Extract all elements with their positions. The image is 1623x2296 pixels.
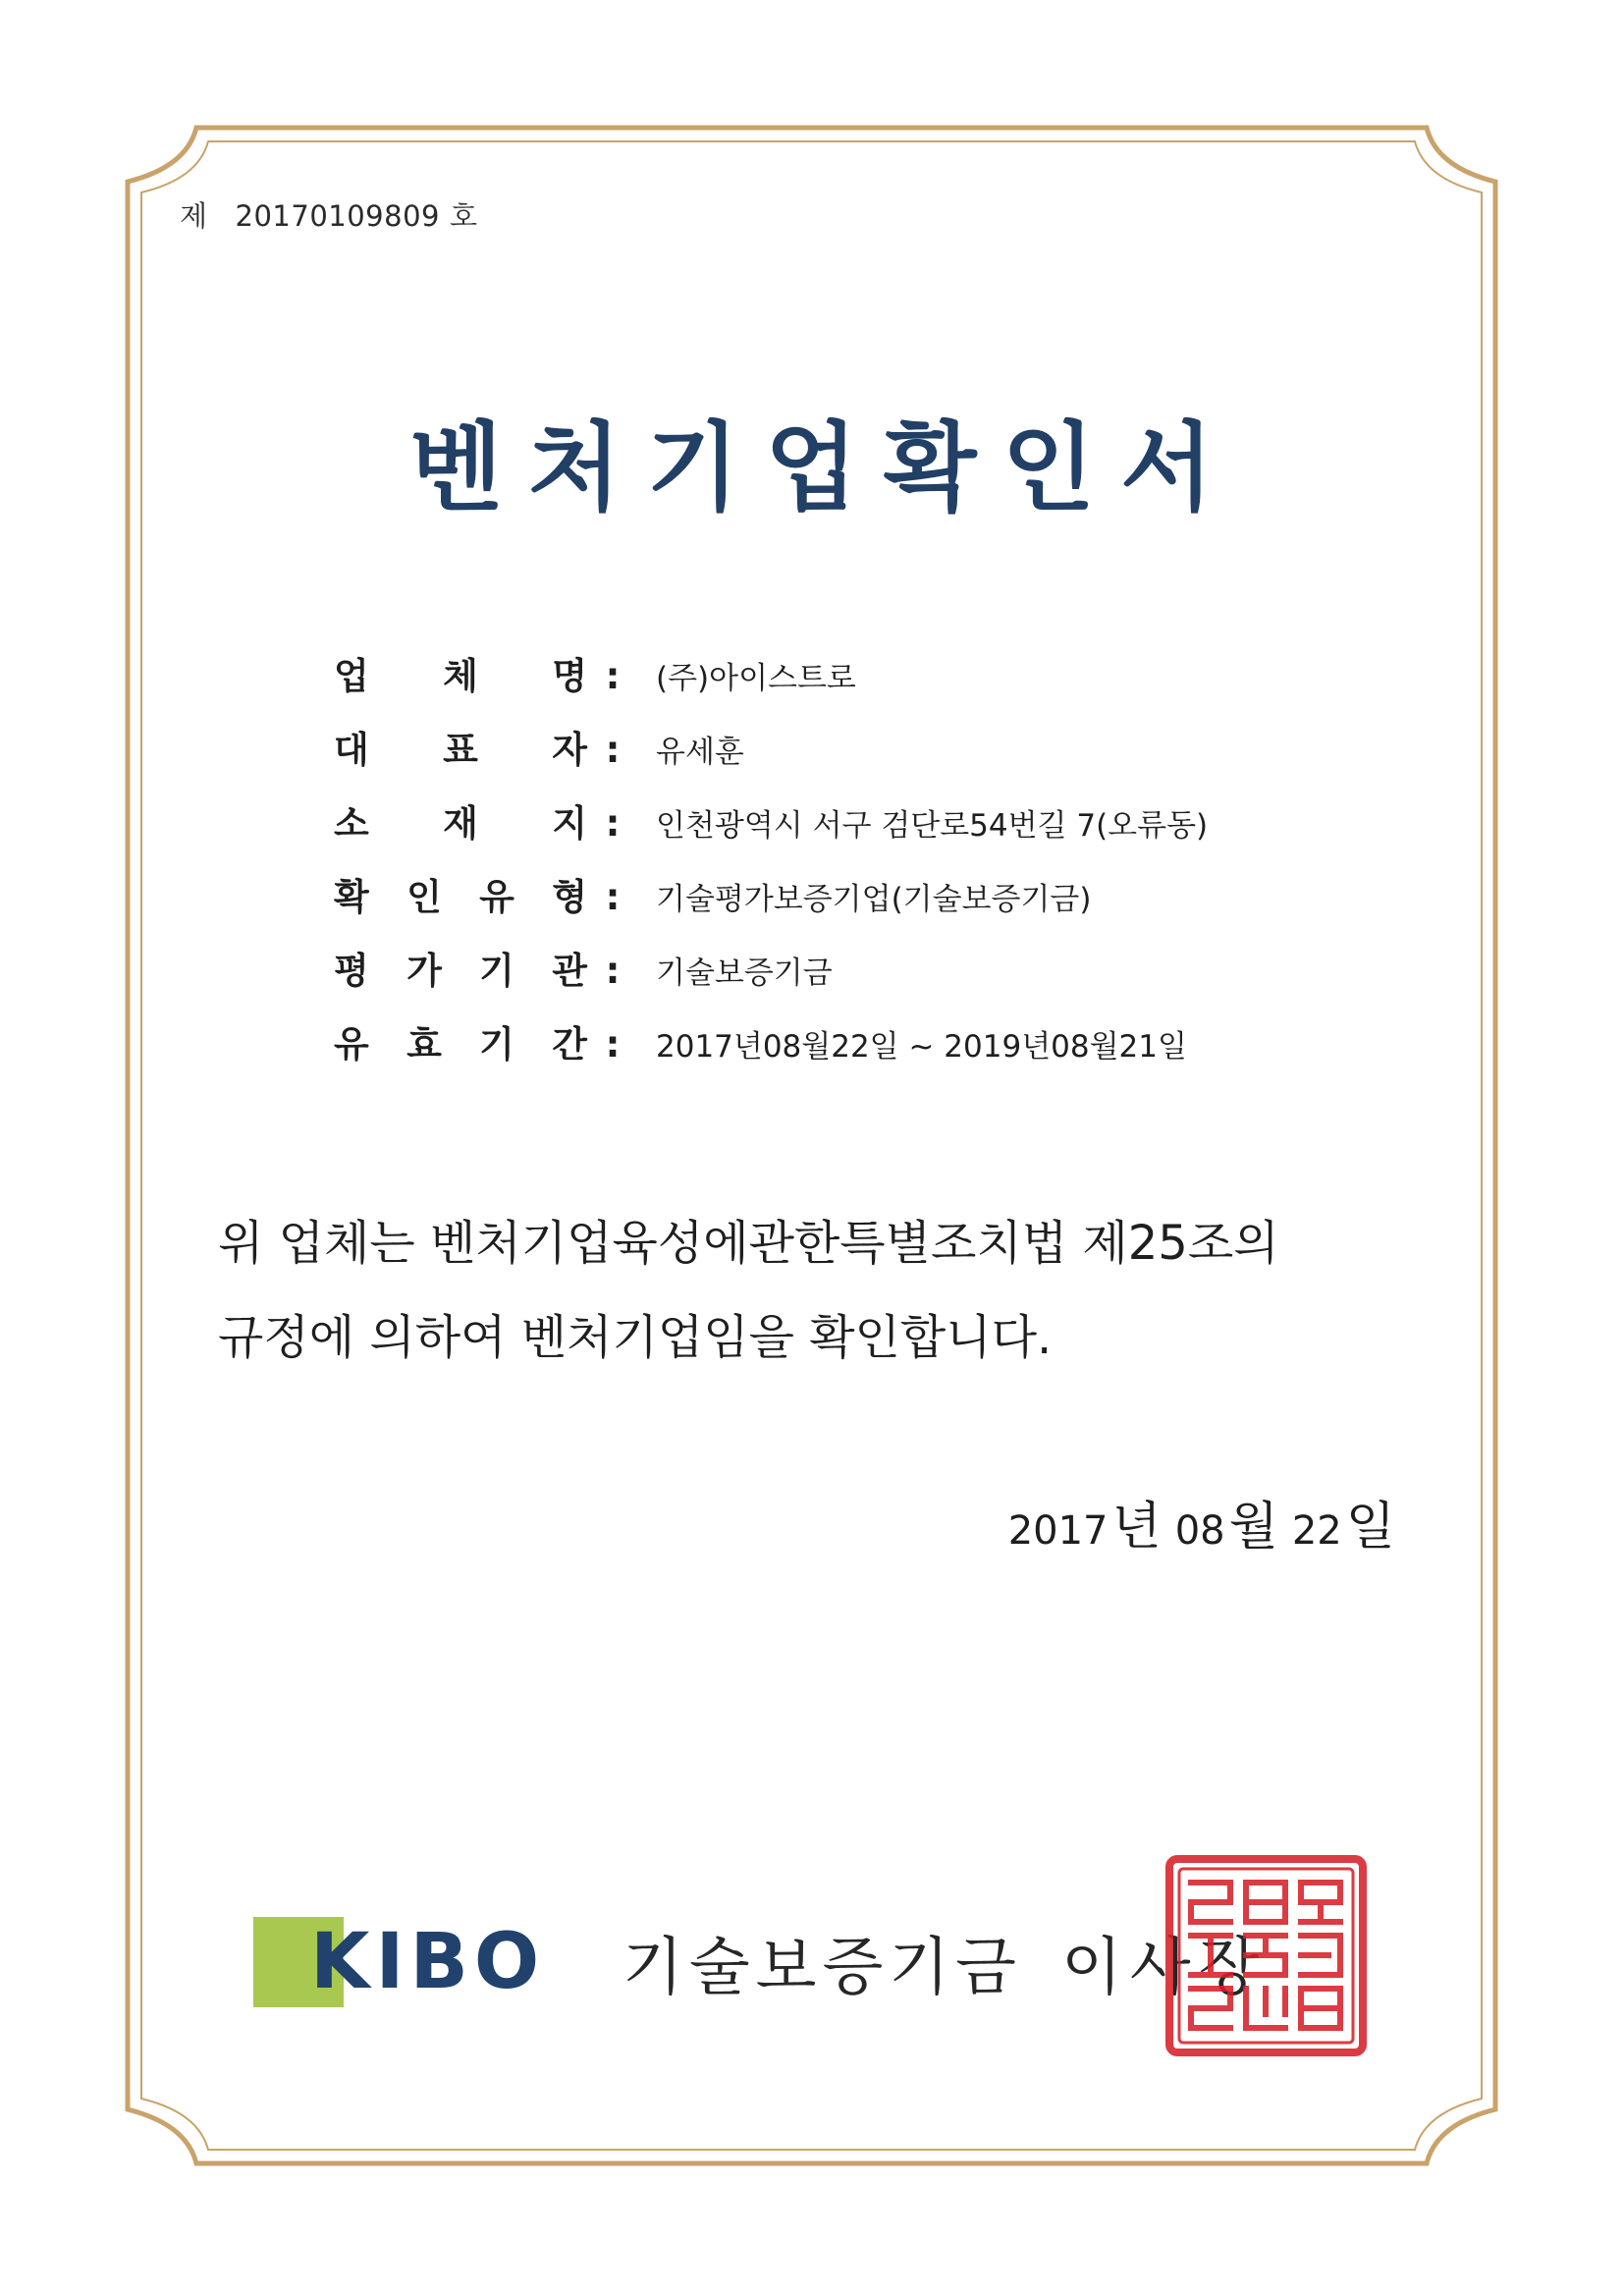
certificate-number-prefix: 제 bbox=[180, 199, 208, 233]
issue-year-unit: 년 bbox=[1111, 1498, 1162, 1557]
info-label bbox=[334, 793, 587, 847]
info-label bbox=[334, 720, 587, 773]
official-seal-icon bbox=[1162, 1851, 1371, 2060]
info-label-char: 기 bbox=[479, 1023, 514, 1066]
info-colon: : bbox=[605, 655, 621, 697]
info-label-char: 기 bbox=[479, 950, 514, 992]
issue-day: 22 bbox=[1291, 1508, 1342, 1554]
info-colon: : bbox=[605, 802, 621, 845]
info-label-char: 가 bbox=[406, 950, 442, 992]
info-label-char: 재 bbox=[443, 802, 478, 845]
info-value: 유세훈 bbox=[656, 735, 744, 770]
info-label bbox=[334, 941, 587, 994]
issuer-block bbox=[253, 1917, 1267, 2007]
info-value: (주)아이스트로 bbox=[656, 661, 856, 696]
info-row bbox=[334, 941, 1316, 1014]
info-label-char: 소 bbox=[334, 802, 369, 845]
info-label-char: 형 bbox=[552, 876, 587, 918]
info-row bbox=[334, 720, 1316, 793]
info-label-char: 확 bbox=[334, 876, 369, 918]
info-value: 인천광역시 서구 검단로54번길 7(오류동) bbox=[656, 808, 1209, 844]
info-label-char: 지 bbox=[552, 802, 587, 845]
info-label-char: 평 bbox=[334, 950, 369, 992]
confirmation-statement bbox=[218, 1196, 1426, 1385]
info-label-char: 자 bbox=[552, 729, 587, 771]
issue-day-unit: 일 bbox=[1345, 1498, 1395, 1557]
issuer-name: 기술보증기금 bbox=[622, 1932, 1022, 2004]
info-row bbox=[334, 646, 1316, 720]
info-label-char: 간 bbox=[552, 1023, 587, 1066]
issuer-title: 이사장 bbox=[1060, 1932, 1268, 2004]
certificate-number-value: 20170109809 bbox=[235, 199, 440, 233]
info-label-char: 명 bbox=[552, 655, 587, 697]
info-row bbox=[334, 793, 1316, 867]
info-label-char: 체 bbox=[443, 655, 478, 697]
statement-line-1: 위 업체는 벤처기업육성에관한특별조치법 제25조의 bbox=[218, 1216, 1279, 1271]
info-colon: : bbox=[605, 1023, 621, 1066]
info-label-char: 인 bbox=[406, 876, 442, 918]
issue-date bbox=[1008, 1485, 1395, 1558]
info-label-char: 효 bbox=[406, 1023, 442, 1066]
statement-line-2: 규정에 의하여 벤처기업임을 확인합니다. bbox=[218, 1310, 1053, 1365]
info-value: 기술보증기금 bbox=[656, 956, 833, 991]
info-row bbox=[334, 1014, 1316, 1088]
issue-month: 08 bbox=[1174, 1508, 1225, 1554]
info-colon: : bbox=[605, 950, 621, 992]
info-label-char: 표 bbox=[443, 729, 478, 771]
info-label-char: 유 bbox=[334, 1023, 369, 1066]
certificate-number bbox=[180, 194, 478, 235]
issue-month-unit: 월 bbox=[1228, 1498, 1278, 1557]
kibo-logo-text: KIBO bbox=[310, 1918, 546, 2006]
info-label-char: 유 bbox=[479, 876, 514, 918]
info-label bbox=[334, 1014, 587, 1067]
info-colon: : bbox=[605, 729, 621, 771]
info-colon: : bbox=[605, 876, 621, 918]
info-label-char: 대 bbox=[334, 729, 369, 771]
company-info-table bbox=[334, 646, 1316, 1088]
info-row bbox=[334, 867, 1316, 941]
info-label-char: 관 bbox=[552, 950, 587, 992]
info-value: 기술평가보증기업(기술보증기금) bbox=[656, 882, 1092, 917]
issue-year: 2017 bbox=[1007, 1508, 1109, 1554]
certificate-title: 벤처기업확인서 bbox=[409, 412, 1239, 524]
certificate-number-suffix: 호 bbox=[449, 199, 478, 233]
info-label bbox=[334, 867, 587, 920]
info-value: 2017년08월22일 ~ 2019년08월21일 bbox=[656, 1029, 1187, 1065]
kibo-logo bbox=[253, 1917, 595, 2007]
info-label-char: 업 bbox=[334, 655, 369, 697]
info-label bbox=[334, 646, 587, 699]
